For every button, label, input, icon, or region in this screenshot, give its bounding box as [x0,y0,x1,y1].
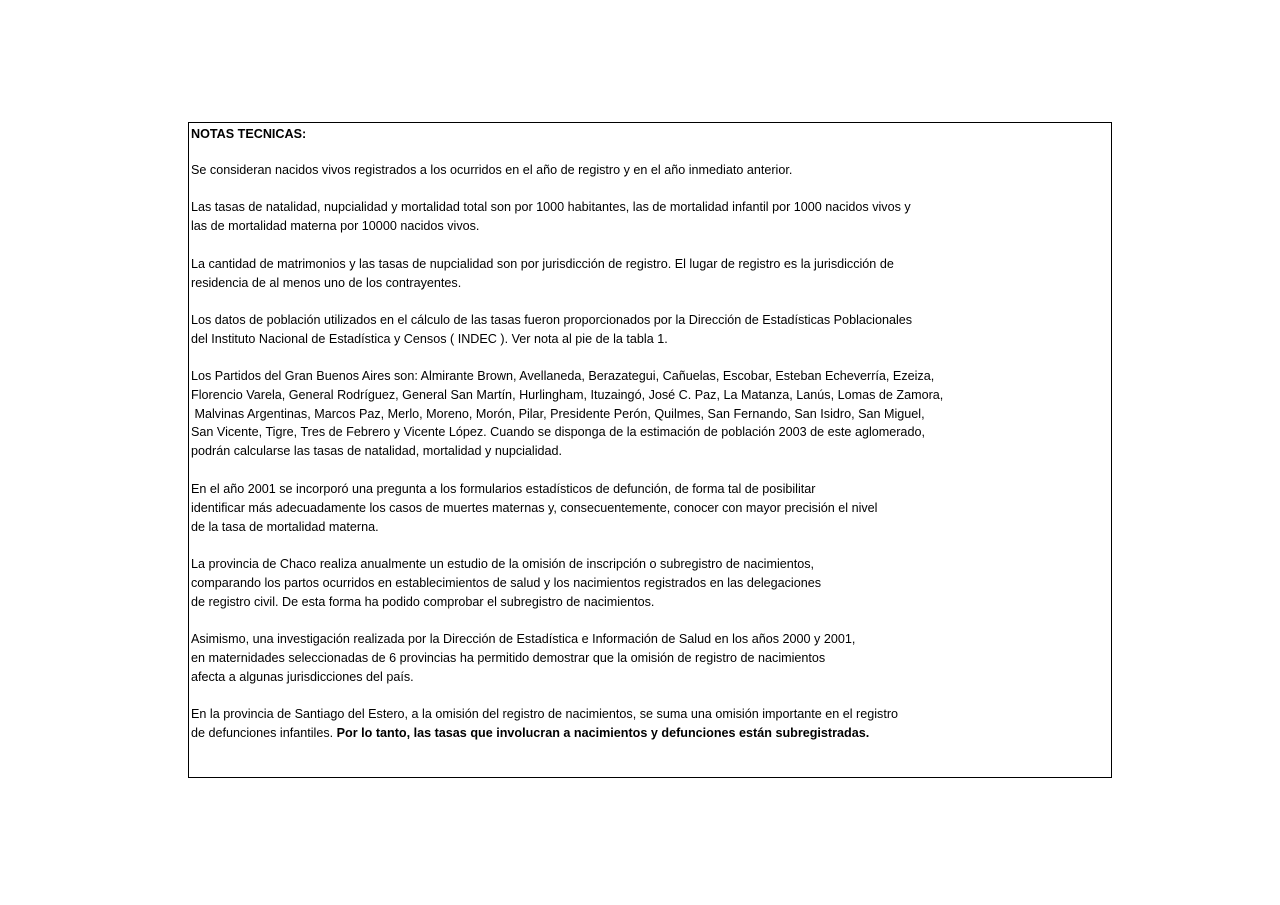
note-line: La provincia de Chaco realiza anualmente un estudio de la omisión de inscripción o subregistro de nacimientos, [191,557,815,571]
note-paragraph-3 [191,255,894,293]
note-line: del Instituto Nacional de Estadística y Censos ( INDEC ). Ver nota al pie de la tabla 1. [191,331,668,346]
note-line: comparando los partos ocurridos en establecimientos de salud y los nacimientos registrados en las delegaciones [191,575,822,590]
note-line: En la provincia de Santiago del Estero, a la omisión del registro de nacimientos, se suma una omisión importante en el registro [191,707,899,721]
note-line: de la tasa de mortalidad materna. [191,519,379,534]
note-paragraph-8 [191,630,855,686]
note-line: las de mortalidad materna por 10000 nacidos vivos. [191,218,480,233]
note-line: podrán calcularse las tasas de natalidad, mortalidad y nupcialidad. [191,444,563,459]
note-text: de defunciones infantiles. [191,725,337,740]
note-line: Se consideran nacidos vivos registrados a los ocurridos en el año de registro y en el año inmediato anterior. [191,163,793,177]
note-line: Malvinas Argentinas, Marcos Paz, Merlo, Moreno, Morón, Pilar, Presidente Perón, Quilmes, San Fernando, San Isidro, San Miguel, [191,406,925,421]
note-line: Las tasas de natalidad, nupcialidad y mortalidad total son por 1000 habitantes, las de mortalidad infantil por 1000 nacidos vivos y [191,200,911,214]
notes-title: NOTAS TECNICAS: [191,127,307,141]
note-line: Florencio Varela, General Rodríguez, General San Martín, Hurlingham, Ituzaingó, José C. Paz, La Matanza, Lanús, Lomas de Zamora, [191,387,944,402]
note-line: San Vicente, Tigre, Tres de Febrero y Vicente López. Cuando se disponga de la estimación de población 2003 de este aglomerado, [191,425,925,440]
note-line: de registro civil. De esta forma ha podido comprobar el subregistro de nacimientos. [191,594,655,609]
note-line: en maternidades seleccionadas de 6 provincias ha permitido demostrar que la omisión de registro de nacimientos [191,650,826,665]
note-line: La cantidad de matrimonios y las tasas de nupcialidad son por jurisdicción de registro. El lugar de registro es la jurisdicción de [191,257,894,271]
note-paragraph-5 [191,367,943,461]
note-conclusion-bold: Por lo tanto, las tasas que involucran a nacimientos y defunciones están subregistradas. [336,725,870,740]
note-paragraph-7 [191,555,821,611]
note-line-mixed [191,724,898,743]
note-line: Asimismo, una investigación realizada por la Dirección de Estadística e Información de Salud en los años 2000 y 2001, [191,632,856,646]
note-line: Los Partidos del Gran Buenos Aires son: Almirante Brown, Avellaneda, Berazategui, Cañuelas, Escobar, Esteban Echeverría, Ezeiza, [191,369,935,383]
note-line: residencia de al menos uno de los contrayentes. [191,275,462,290]
note-line: En el año 2001 se incorporó una pregunta a los formularios estadísticos de defunción, de forma tal de posibilitar [191,482,816,496]
note-paragraph-1 [191,161,792,180]
note-line: identificar más adecuadamente los casos de muertes maternas y, consecuentemente, conocer con mayor precisión el nivel [191,500,878,515]
note-line: Los datos de población utilizados en el cálculo de las tasas fueron proporcionados por la Dirección de Estadísticas Poblacionales [191,313,913,327]
note-paragraph-6 [191,480,877,536]
note-paragraph-9 [191,705,898,743]
note-paragraph-4 [191,311,912,349]
note-line: afecta a algunas jurisdicciones del país. [191,669,414,684]
note-paragraph-2 [191,198,911,236]
technical-notes-box [188,122,1112,778]
